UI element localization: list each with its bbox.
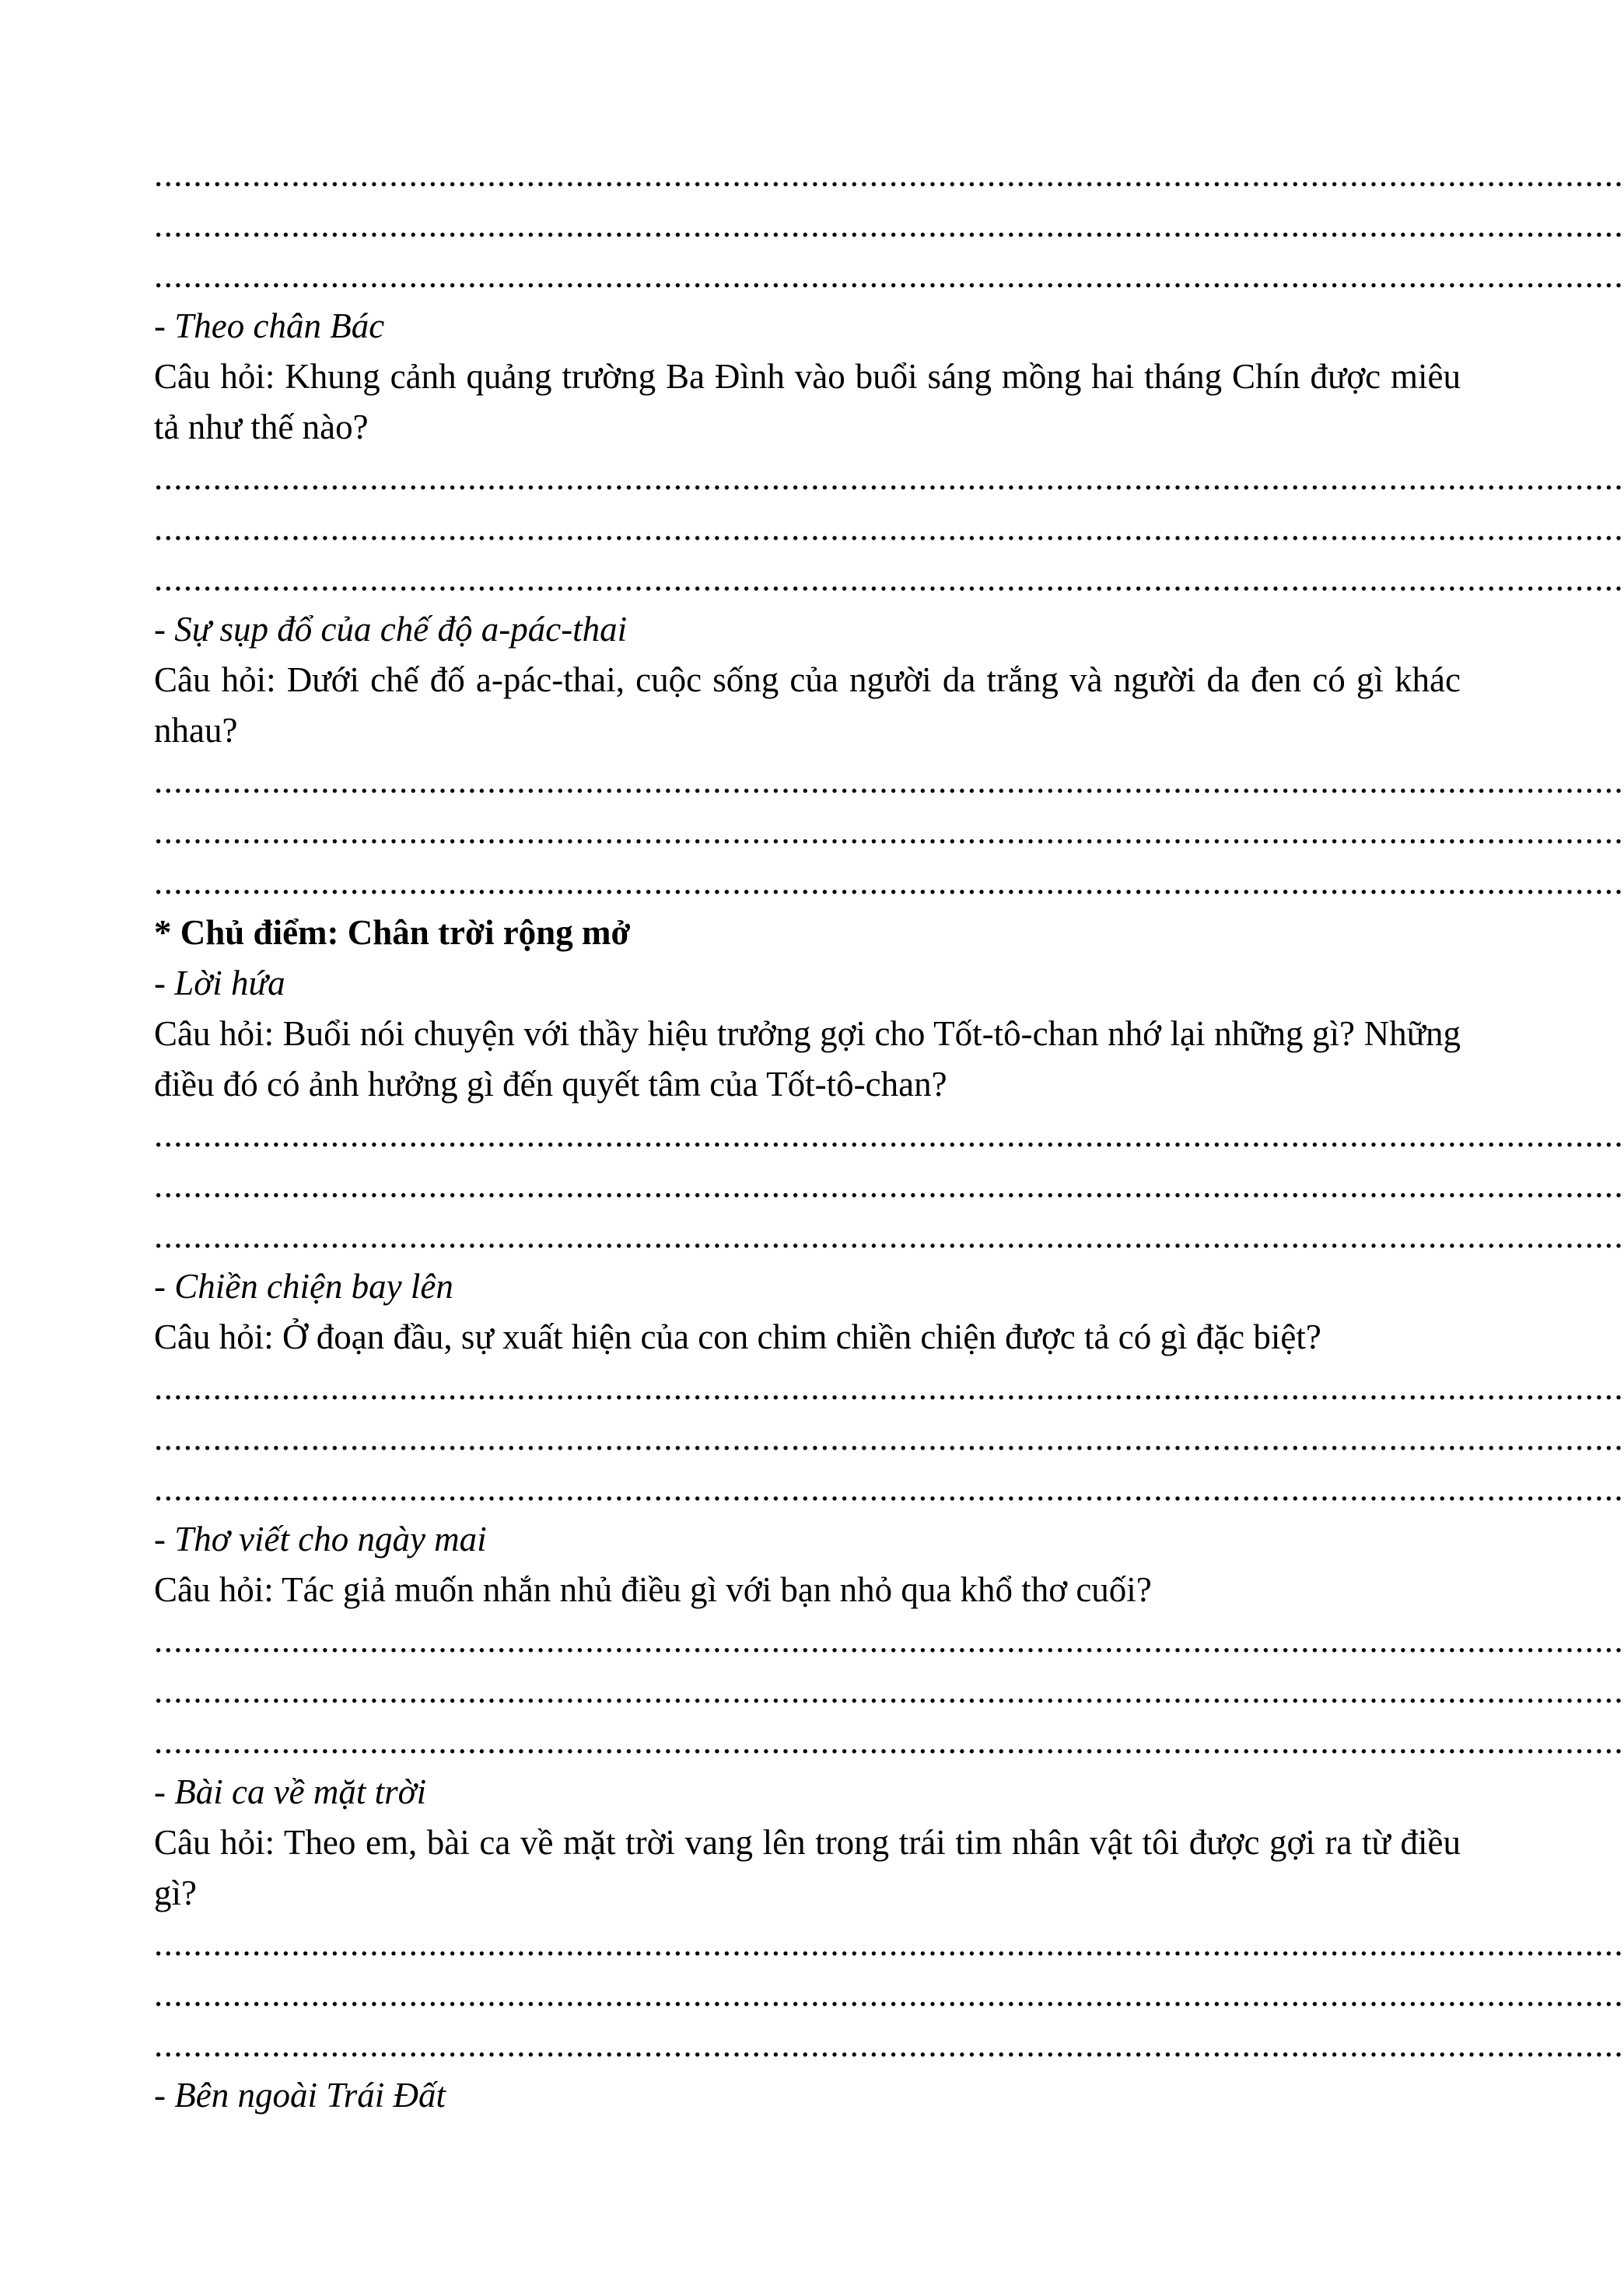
lesson-title: - Bài ca về mặt trời: [154, 1772, 427, 1811]
answer-line: ......................................................................................................................................................: [154, 256, 1624, 295]
answer-line: ......................................................................................................................................................: [154, 155, 1624, 194]
question-text: Câu hỏi: Theo em, bài ca về mặt trời vang lên trong trái tim nhân vật tôi được gợi ra từ điều gì?: [154, 1823, 1461, 1912]
answer-line: ......................................................................................................................................................: [154, 1924, 1624, 1963]
answer-line: ......................................................................................................................................................: [154, 1671, 1624, 1710]
lesson-block: [154, 301, 1624, 604]
question-text: Câu hỏi: Buổi nói chuyện với thầy hiệu trưởng gợi cho Tốt-tô-chan nhớ lại những gì? Những điều đó có ảnh hưởng gì đến quyết tâm của Tốt-tô-chan?: [154, 1014, 1461, 1104]
lesson-block: [154, 604, 1624, 908]
question-text: Câu hỏi: Khung cảnh quảng trường Ba Đình vào buổi sáng mồng hai tháng Chín được miêu tả như thế nào?: [154, 357, 1461, 446]
lesson-block: [154, 1767, 1624, 2070]
answer-line: ......................................................................................................................................................: [154, 1469, 1624, 1508]
lesson-title: - Lời hứa: [154, 964, 285, 1002]
question-text: Câu hỏi: Tác giả muốn nhắn nhủ điều gì với bạn nhỏ qua khổ thơ cuối?: [154, 1570, 1152, 1609]
lesson-title: - Sự sụp đổ của chế độ a-pác-thai: [154, 610, 628, 649]
lesson-title: - Chiền chiện bay lên: [154, 1267, 453, 1306]
answer-line: ......................................................................................................................................................: [154, 1216, 1624, 1255]
answer-line: ......................................................................................................................................................: [154, 2025, 1624, 2064]
answer-line: ......................................................................................................................................................: [154, 1975, 1624, 2013]
lesson-title: - Bên ngoài Trái Đất: [154, 2076, 446, 2115]
lesson-block: [154, 1514, 1624, 1767]
answer-line: ......................................................................................................................................................: [154, 559, 1624, 598]
answer-line: ......................................................................................................................................................: [154, 761, 1624, 800]
lesson-title: - Thơ viết cho ngày mai: [154, 1520, 487, 1559]
lesson-title: - Theo chân Bác: [154, 306, 385, 345]
answer-line: ......................................................................................................................................................: [154, 1419, 1624, 1457]
answer-line: ......................................................................................................................................................: [154, 862, 1624, 901]
question-text: Câu hỏi: Ở đoạn đầu, sự xuất hiện của con chim chiền chiện được tả có gì đặc biệt?: [154, 1317, 1321, 1356]
answer-line: ......................................................................................................................................................: [154, 1722, 1624, 1761]
answer-line: ......................................................................................................................................................: [154, 509, 1624, 548]
answer-line: ......................................................................................................................................................: [154, 1368, 1624, 1407]
lesson-block: [154, 958, 1624, 1261]
question-text: Câu hỏi: Dưới chế đố a-pác-thai, cuộc sống của người da trắng và người da đen có gì khác nhau?: [154, 660, 1461, 750]
answer-line: ......................................................................................................................................................: [154, 1166, 1624, 1205]
answer-line: ......................................................................................................................................................: [154, 205, 1624, 244]
lesson-block: [154, 1261, 1624, 1514]
answer-line: ......................................................................................................................................................: [154, 458, 1624, 497]
answer-line: ......................................................................................................................................................: [154, 1115, 1624, 1154]
answer-lines-top: [154, 149, 1624, 301]
answer-line: ......................................................................................................................................................: [154, 812, 1624, 851]
section-heading: * Chủ điểm: Chân trời rộng mở: [154, 913, 631, 952]
document-page: [154, 149, 1624, 2121]
answer-line: ......................................................................................................................................................: [154, 1621, 1624, 1660]
